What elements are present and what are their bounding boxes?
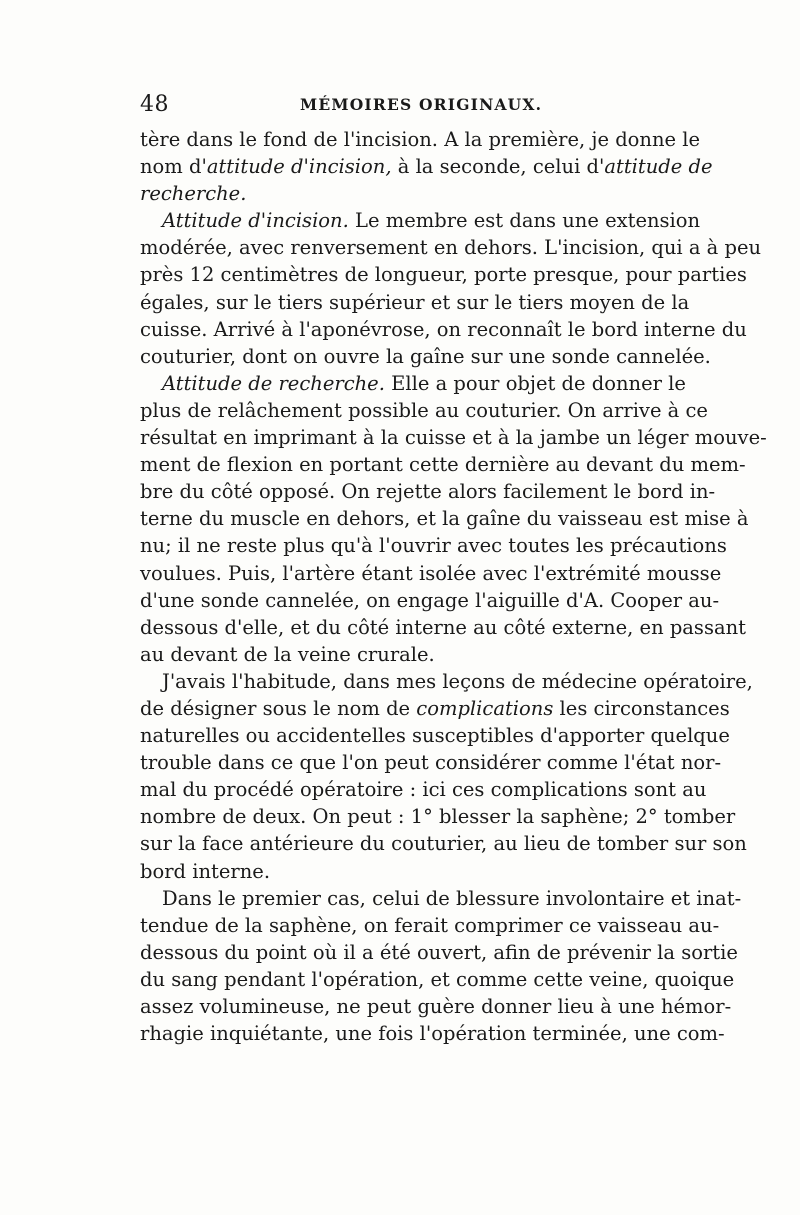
text-line: de désigner sous le nom de complications les circonstances — [140, 696, 730, 720]
text-line: tère dans le fond de l'incision. A la première, je donne le — [140, 128, 701, 151]
running-head: MÉMOIRES ORIGINAUX. — [300, 95, 543, 114]
text-line: résultat en imprimant à la cuisse et à la jambe un léger mouve- — [140, 426, 767, 450]
text-line: voulues. Puis, l'artère étant isolée avec l'extrémité mousse — [140, 561, 722, 585]
italic-term: attitude de — [604, 155, 713, 179]
text-line: ment de flexion en portant cette dernière au devant du mem- — [140, 453, 746, 477]
italic-heading: Attitude d'incision. — [162, 209, 349, 233]
text-line: sur la face antérieure du couturier, au lieu de tomber sur son — [140, 832, 747, 856]
italic-term: attitude d'incision, — [206, 155, 392, 179]
text-line: bre du côté opposé. On rejette alors facilement le bord in- — [140, 480, 716, 504]
text-line: d'une sonde cannelée, on engage l'aiguille d'A. Cooper au- — [140, 588, 720, 612]
text-line: Attitude de recherche. Elle a pour objet de donner le — [162, 371, 686, 395]
text-line: trouble dans ce que l'on peut considérer comme l'état nor- — [140, 751, 722, 775]
text-line: nu; il ne reste plus qu'à l'ouvrir avec toutes les précautions — [140, 534, 727, 558]
text-line: terne du muscle en dehors, et la gaîne du vaisseau est mise à — [140, 507, 749, 531]
text-line: recherche. — [140, 182, 247, 206]
text-line: couturier, dont on ouvre la gaîne sur une sonde cannelée. — [140, 344, 711, 368]
text-line: plus de relâchement possible au couturier. On arrive à ce — [140, 398, 708, 422]
text-line: naturelles ou accidentelles susceptibles d'apporter quelque — [140, 724, 730, 748]
text-line: Attitude d'incision. Le membre est dans une extension — [162, 209, 701, 233]
italic-heading: Attitude de recherche. — [162, 371, 385, 395]
text-line: Dans le premier cas, celui de blessure involontaire et inat- — [162, 886, 742, 910]
text-line: rhagie inquiétante, une fois l'opération terminée, une com- — [140, 1022, 725, 1046]
text-line: bord interne. — [140, 859, 271, 883]
text-line: près 12 centimètres de longueur, porte presque, pour parties — [140, 263, 747, 287]
body-text — [140, 126, 767, 1047]
text-line: tendue de la saphène, on ferait comprimer ce vaisseau au- — [140, 913, 720, 937]
text-line: dessous du point où il a été ouvert, afin de prévenir la sortie — [140, 940, 738, 964]
page-header — [140, 92, 668, 122]
text-line: égales, sur le tiers supérieur et sur le tiers moyen de la — [140, 290, 690, 314]
text-line: modérée, avec renversement en dehors. L'incision, qui a à peu — [140, 236, 762, 260]
text-line: dessous d'elle, et du côté interne au côté externe, en passant — [140, 615, 746, 639]
text-line: au devant de la veine crurale. — [140, 642, 435, 666]
italic-term: complications — [416, 696, 554, 720]
text-line: J'avais l'habitude, dans mes leçons de médecine opératoire, — [162, 669, 753, 693]
text-line: nombre de deux. On peut : 1° blesser la saphène; 2° tomber — [140, 805, 736, 829]
text-line: mal du procédé opératoire : ici ces complications sont au — [140, 778, 707, 802]
text-line: du sang pendant l'opération, et comme cette veine, quoique — [140, 967, 735, 991]
text-line: nom d'attitude d'incision, à la seconde, celui d'attitude de — [140, 155, 713, 179]
text-line: cuisse. Arrivé à l'aponévrose, on reconnaît le bord interne du — [140, 317, 747, 341]
page-number: 48 — [140, 92, 169, 117]
text-line: assez volumineuse, ne peut guère donner lieu à une hémor- — [140, 995, 732, 1018]
